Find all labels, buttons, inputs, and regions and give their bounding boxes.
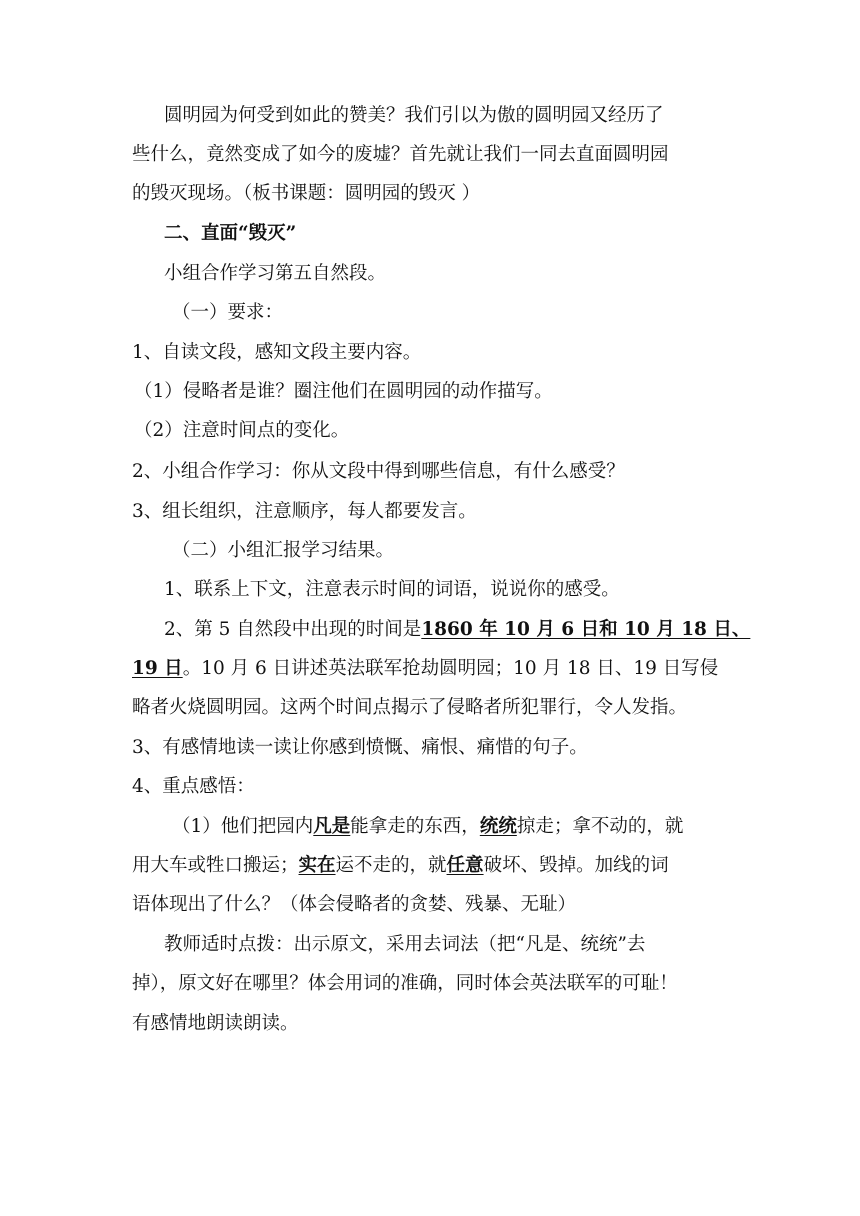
paragraph-line: 圆明园为何受到如此的赞美？我们引以为傲的圆明园又经历了 [164,105,664,126]
paragraph-line: 语体现出了什么？（体会侵略者的贪婪、残暴、无耻） [132,894,577,915]
text-span: 掠走；拿不动的，就 [516,816,684,837]
paragraph-line: 小组合作学习第五自然段。 [164,263,387,284]
subheading-requirements: （一）要求： [172,302,284,323]
quote-line [132,854,669,878]
paragraph-line: 的毁灭现场。（板书课题：圆明园的毁灭 ） [132,183,481,204]
list-item: 4、重点感悟： [132,776,255,797]
list-item: （2）注意时间点的变化。 [134,420,350,441]
quote-line [172,815,683,839]
paragraph-line [164,618,750,642]
list-item: 1、联系上下文，注意表示时间的词语，说说你的感受。 [164,579,620,600]
underlined-dates: 1860 年 10 月 6 日和 10 月 18 日、 [421,619,751,640]
text-span: 。10 月 6 日讲述英法联军抢劫圆明园；10 月 18 日、19 日写侵 [182,658,719,679]
list-item: 3、有感情地读一读让你感到愤慨、痛恨、痛惜的句子。 [132,737,588,758]
text-span: 用大车或牲口搬运； [132,855,299,876]
underlined-word: 任意 [446,855,484,876]
text-span: 2、第 5 自然段中出现的时间是 [164,619,422,640]
paragraph-line [132,657,718,681]
paragraph-line: 掉），原文好在哪里？体会用词的准确，同时体会英法联军的可耻！ [132,973,678,994]
list-item: 1、自读文段，感知文段主要内容。 [132,342,422,363]
text-span: 能拿走的东西， [350,816,480,837]
paragraph-line: 略者火烧圆明园。这两个时间点揭示了侵略者所犯罪行，令人发指。 [132,697,688,718]
paragraph-line: 些什么，竟然变成了如今的废墟？首先就让我们一同去直面圆明园 [132,144,669,165]
subheading-report: （二）小组汇报学习结果。 [172,540,395,561]
list-item: （1）侵略者是谁？圈注他们在圆明园的动作描写。 [134,381,553,402]
underlined-word: 统统 [479,816,517,837]
underlined-word: 凡是 [313,816,351,837]
section-heading: 二、直面“毁灭” [164,223,297,244]
underlined-word: 实在 [298,855,336,876]
paragraph-line: 教师适时点拨：出示原文，采用去词法（把“凡是、统统”去 [164,934,646,955]
text-span: （1）他们把园内 [172,816,314,837]
list-item: 3、组长组织，注意顺序，每人都要发言。 [132,501,477,522]
text-span: 破坏、毁掉。加线的词 [483,855,669,876]
paragraph-line: 有感情地朗读朗读。 [132,1013,299,1034]
text-span: 运不走的，就 [335,855,447,876]
underlined-date: 19 日 [132,658,183,679]
list-item: 2、小组合作学习：你从文段中得到哪些信息，有什么感受？ [132,461,625,482]
